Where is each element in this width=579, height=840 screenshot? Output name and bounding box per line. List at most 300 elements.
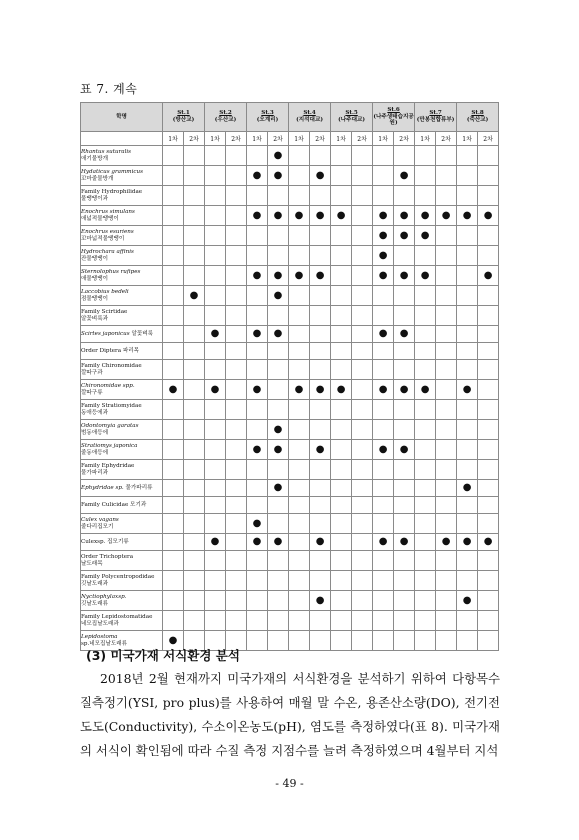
empty-cell xyxy=(373,497,394,514)
empty-cell xyxy=(310,186,331,206)
table-row xyxy=(81,246,499,266)
station-header-4 xyxy=(289,103,331,132)
presence-mark: ● xyxy=(247,440,268,460)
table-row xyxy=(81,146,499,166)
taxon-group-name: Family Polycentropodidae xyxy=(81,574,155,580)
scientific-name: Nyctiophylaxsp. xyxy=(81,594,127,600)
empty-cell xyxy=(268,631,289,651)
presence-mark: ● xyxy=(310,591,331,611)
korean-name: 깔따구류 xyxy=(81,389,103,396)
table-row xyxy=(81,514,499,534)
empty-cell xyxy=(457,186,478,206)
empty-cell xyxy=(163,343,184,360)
empty-cell xyxy=(226,571,247,591)
empty-cell xyxy=(331,440,352,460)
table-row xyxy=(81,611,499,631)
presence-mark: ● xyxy=(268,534,289,551)
empty-cell xyxy=(331,571,352,591)
taxon-group-name: Family Stratiomyidae xyxy=(81,403,142,409)
empty-cell xyxy=(436,497,457,514)
empty-cell xyxy=(205,420,226,440)
empty-cell xyxy=(331,166,352,186)
presence-mark: ● xyxy=(205,534,226,551)
empty-cell xyxy=(163,497,184,514)
empty-cell xyxy=(415,497,436,514)
empty-cell xyxy=(394,571,415,591)
survey-label-7-2: 2차 xyxy=(436,132,457,146)
empty-cell xyxy=(163,551,184,571)
empty-cell xyxy=(247,460,268,480)
scientific-name: Lepidostoma xyxy=(81,634,118,640)
empty-cell xyxy=(163,186,184,206)
empty-cell xyxy=(289,611,310,631)
empty-cell xyxy=(415,534,436,551)
empty-cell xyxy=(184,571,205,591)
empty-cell xyxy=(394,514,415,534)
empty-cell xyxy=(226,326,247,343)
survey-label-3-2: 2차 xyxy=(268,132,289,146)
empty-cell xyxy=(268,551,289,571)
presence-mark: ● xyxy=(247,380,268,400)
empty-cell xyxy=(289,534,310,551)
empty-cell xyxy=(268,514,289,534)
empty-cell xyxy=(184,551,205,571)
taxon-group-name: Family Scirtidae xyxy=(81,309,128,315)
station-code: St.1 xyxy=(177,110,190,117)
empty-cell xyxy=(226,146,247,166)
empty-cell xyxy=(289,440,310,460)
empty-cell xyxy=(226,226,247,246)
empty-cell xyxy=(352,551,373,571)
empty-cell xyxy=(289,400,310,420)
table-row xyxy=(81,400,499,420)
empty-cell xyxy=(352,611,373,631)
table-row xyxy=(81,497,499,514)
empty-cell xyxy=(331,186,352,206)
empty-cell xyxy=(352,166,373,186)
empty-cell xyxy=(352,266,373,286)
empty-cell xyxy=(415,186,436,206)
presence-mark: ● xyxy=(268,440,289,460)
empty-cell xyxy=(478,480,499,497)
empty-cell xyxy=(373,343,394,360)
empty-cell xyxy=(226,266,247,286)
empty-cell xyxy=(415,146,436,166)
empty-cell xyxy=(247,360,268,380)
empty-cell xyxy=(478,631,499,651)
presence-mark: ● xyxy=(268,480,289,497)
presence-mark: ● xyxy=(436,534,457,551)
empty-cell xyxy=(352,286,373,306)
empty-cell xyxy=(373,146,394,166)
empty-cell xyxy=(331,286,352,306)
station-name: (방산교) xyxy=(172,117,195,123)
table-row xyxy=(81,206,499,226)
empty-cell xyxy=(436,226,457,246)
korean-name: 깃날도래과 xyxy=(81,580,109,587)
empty-cell xyxy=(205,246,226,266)
presence-mark: ● xyxy=(373,266,394,286)
empty-cell xyxy=(436,360,457,380)
empty-cell xyxy=(436,343,457,360)
empty-cell xyxy=(184,186,205,206)
empty-cell xyxy=(289,360,310,380)
presence-mark: ● xyxy=(268,266,289,286)
empty-cell xyxy=(415,420,436,440)
empty-cell xyxy=(184,360,205,380)
station-header-row xyxy=(81,103,499,132)
presence-mark: ● xyxy=(205,380,226,400)
scientific-name: Sternolophus rufipes xyxy=(81,269,141,275)
empty-cell xyxy=(478,591,499,611)
empty-cell xyxy=(331,226,352,246)
empty-cell xyxy=(289,226,310,246)
empty-cell xyxy=(226,420,247,440)
korean-name: 깔따구과 xyxy=(81,369,103,376)
presence-mark: ● xyxy=(247,166,268,186)
table-row xyxy=(81,306,499,326)
presence-mark: ● xyxy=(394,534,415,551)
empty-cell xyxy=(436,186,457,206)
presence-mark: ● xyxy=(478,206,499,226)
table-row xyxy=(81,266,499,286)
taxon-name-cell xyxy=(81,551,163,571)
presence-mark: ● xyxy=(457,534,478,551)
empty-cell xyxy=(310,460,331,480)
empty-cell xyxy=(352,206,373,226)
station-code: St.3 xyxy=(261,110,274,117)
korean-name: 애물땡땡이 xyxy=(81,275,109,282)
empty-cell xyxy=(436,460,457,480)
scientific-name: Enochrus simulans xyxy=(81,209,135,215)
empty-cell xyxy=(331,611,352,631)
presence-mark: ● xyxy=(184,286,205,306)
empty-cell xyxy=(457,497,478,514)
presence-mark: ● xyxy=(310,266,331,286)
presence-mark: ● xyxy=(394,326,415,343)
empty-cell xyxy=(352,360,373,380)
scientific-name: Hydaticus grammicus xyxy=(81,169,143,175)
empty-cell xyxy=(289,246,310,266)
empty-cell xyxy=(331,631,352,651)
empty-cell xyxy=(247,146,268,166)
empty-cell xyxy=(415,480,436,497)
taxon-name-cell xyxy=(81,400,163,420)
table-row xyxy=(81,166,499,186)
empty-cell xyxy=(436,380,457,400)
empty-cell xyxy=(205,460,226,480)
scientific-name: Hydrochara affinis xyxy=(81,249,134,255)
empty-cell xyxy=(331,551,352,571)
table-row xyxy=(81,380,499,400)
empty-cell xyxy=(268,343,289,360)
empty-cell xyxy=(163,400,184,420)
station-header-1 xyxy=(163,103,205,132)
presence-mark: ● xyxy=(268,286,289,306)
taxon-name-cell xyxy=(81,534,163,551)
empty-cell xyxy=(436,440,457,460)
empty-cell xyxy=(394,146,415,166)
taxon-name-cell xyxy=(81,611,163,631)
empty-cell xyxy=(457,460,478,480)
empty-cell xyxy=(457,246,478,266)
empty-cell xyxy=(205,206,226,226)
station-code: St.6 xyxy=(387,107,400,114)
empty-cell xyxy=(373,306,394,326)
table-row xyxy=(81,591,499,611)
taxon-name-cell xyxy=(81,266,163,286)
presence-mark: ● xyxy=(457,380,478,400)
empty-cell xyxy=(184,591,205,611)
empty-cell xyxy=(268,380,289,400)
station-name: (우산교) xyxy=(214,117,237,123)
empty-cell xyxy=(247,551,268,571)
empty-cell xyxy=(226,380,247,400)
empty-cell xyxy=(184,497,205,514)
station-name: (만봉천합류부) xyxy=(416,117,455,123)
korean-name: 줄동애등에 xyxy=(81,449,109,456)
taxon-name-cell xyxy=(81,326,163,343)
empty-cell xyxy=(226,514,247,534)
empty-cell xyxy=(184,534,205,551)
station-header-6 xyxy=(373,103,415,132)
empty-cell xyxy=(310,497,331,514)
presence-mark: ● xyxy=(268,206,289,226)
empty-cell xyxy=(415,514,436,534)
section-title: (3) 미국가재 서식환경 분석 xyxy=(86,648,240,663)
korean-name: 동애등에과 xyxy=(81,409,109,416)
empty-cell xyxy=(478,571,499,591)
body-paragraph: 2018년 2월 현재까지 미국가재의 서식환경을 분석하기 위하여 다항목수질측정기(YSI, pro plus)를 사용하여 매월 말 수온, 용존산소량(DO), 전기전도도(Conductivity), 수소이온농도(pH), 염도를 측정하였다(표 8). 미국가재의 서식이 확인됨에 따라 수질 측정 지점수를 늘려 측정하였으며 4월부터 지석 xyxy=(80,671,500,758)
empty-cell xyxy=(352,514,373,534)
taxon-name-cell xyxy=(81,460,163,480)
empty-cell xyxy=(415,440,436,460)
korean-name: 잔물땡땡이 xyxy=(81,255,109,262)
empty-cell xyxy=(436,551,457,571)
empty-cell xyxy=(478,420,499,440)
empty-cell xyxy=(289,343,310,360)
empty-cell xyxy=(310,611,331,631)
empty-cell xyxy=(478,246,499,266)
empty-cell xyxy=(373,480,394,497)
scientific-name: Culex vagans xyxy=(81,517,119,523)
empty-cell xyxy=(331,266,352,286)
empty-cell xyxy=(331,460,352,480)
taxon-group-name: Family Ephydridae xyxy=(81,463,135,469)
empty-cell xyxy=(163,480,184,497)
page-number: - 49 - xyxy=(275,777,304,790)
empty-cell xyxy=(247,246,268,266)
survey-label-3-1: 1차 xyxy=(247,132,268,146)
empty-cell xyxy=(289,591,310,611)
empty-cell xyxy=(436,266,457,286)
empty-cell xyxy=(184,166,205,186)
presence-mark: ● xyxy=(268,146,289,166)
station-header-3 xyxy=(247,103,289,132)
empty-cell xyxy=(415,551,436,571)
table-row xyxy=(81,460,499,480)
empty-cell xyxy=(394,460,415,480)
empty-cell xyxy=(436,286,457,306)
empty-cell xyxy=(457,166,478,186)
empty-cell xyxy=(415,286,436,306)
empty-cell xyxy=(394,631,415,651)
station-name: (나주대교) xyxy=(338,117,366,123)
taxon-name-cell xyxy=(81,420,163,440)
survey-subheader-row xyxy=(81,132,499,146)
korean-name: 네모집날도래과 xyxy=(81,620,119,627)
empty-cell xyxy=(373,611,394,631)
taxon-name-cell xyxy=(81,246,163,266)
empty-cell xyxy=(268,571,289,591)
empty-cell xyxy=(226,440,247,460)
korean-name: 알꽃벼룩 xyxy=(131,330,154,337)
empty-cell xyxy=(163,534,184,551)
empty-cell xyxy=(394,551,415,571)
empty-cell xyxy=(247,186,268,206)
empty-cell xyxy=(373,631,394,651)
taxon-name-cell xyxy=(81,306,163,326)
empty-cell xyxy=(310,480,331,497)
empty-cell xyxy=(289,514,310,534)
empty-cell xyxy=(457,266,478,286)
empty-cell xyxy=(184,246,205,266)
empty-cell xyxy=(184,611,205,631)
empty-cell xyxy=(226,306,247,326)
empty-cell xyxy=(331,514,352,534)
empty-cell xyxy=(457,631,478,651)
empty-cell xyxy=(163,166,184,186)
empty-cell xyxy=(289,286,310,306)
empty-cell xyxy=(184,343,205,360)
empty-cell xyxy=(289,146,310,166)
empty-cell xyxy=(310,514,331,534)
empty-cell xyxy=(247,611,268,631)
empty-cell xyxy=(268,226,289,246)
empty-cell xyxy=(163,226,184,246)
empty-cell xyxy=(352,497,373,514)
empty-cell xyxy=(310,306,331,326)
empty-cell xyxy=(226,186,247,206)
empty-cell xyxy=(310,226,331,246)
empty-cell xyxy=(436,146,457,166)
table-row xyxy=(81,286,499,306)
taxon-group-name: Family Culicidae xyxy=(81,501,129,508)
empty-cell xyxy=(310,631,331,651)
station-name: (죽산교) xyxy=(466,117,489,123)
scientific-name: Laccobius bedeli xyxy=(81,289,129,295)
empty-cell xyxy=(457,146,478,166)
korean-name: 깃날도래류 xyxy=(81,600,109,607)
species-column-header: 학명 xyxy=(81,103,163,132)
empty-cell xyxy=(163,460,184,480)
scientific-name: Enochrus esuriens xyxy=(81,229,134,235)
empty-cell xyxy=(310,343,331,360)
presence-mark: ● xyxy=(247,326,268,343)
station-name: (지석대교) xyxy=(296,117,324,123)
table-row xyxy=(81,226,499,246)
survey-label-5-1: 1차 xyxy=(331,132,352,146)
scientific-name: Rhantus suturalis xyxy=(81,149,132,155)
empty-cell xyxy=(352,326,373,343)
station-name: (나주생태습지공원) xyxy=(373,113,414,127)
presence-mark: ● xyxy=(331,380,352,400)
empty-cell xyxy=(289,551,310,571)
empty-cell xyxy=(247,480,268,497)
taxon-name-cell xyxy=(81,497,163,514)
empty-cell xyxy=(352,186,373,206)
presence-mark: ● xyxy=(310,534,331,551)
taxon-name-cell xyxy=(81,226,163,246)
empty-cell xyxy=(394,306,415,326)
korean-name: 모기과 xyxy=(130,501,147,508)
empty-cell xyxy=(289,497,310,514)
empty-cell xyxy=(247,631,268,651)
empty-cell xyxy=(373,460,394,480)
taxon-group-name: Family Chironomidae xyxy=(81,363,142,369)
taxon-name-cell xyxy=(81,186,163,206)
presence-mark: ● xyxy=(289,206,310,226)
empty-cell xyxy=(436,306,457,326)
empty-cell xyxy=(436,571,457,591)
empty-cell xyxy=(352,631,373,651)
empty-cell xyxy=(205,306,226,326)
presence-mark: ● xyxy=(331,206,352,226)
presence-mark: ● xyxy=(163,631,184,651)
empty-cell xyxy=(373,360,394,380)
empty-cell xyxy=(226,166,247,186)
empty-cell xyxy=(478,497,499,514)
empty-cell xyxy=(163,326,184,343)
empty-cell xyxy=(163,420,184,440)
presence-mark: ● xyxy=(457,206,478,226)
empty-cell xyxy=(247,420,268,440)
empty-cell xyxy=(331,420,352,440)
empty-cell xyxy=(352,226,373,246)
korean-name: 파리목 xyxy=(122,347,140,354)
empty-cell xyxy=(205,186,226,206)
empty-cell xyxy=(478,326,499,343)
empty-cell xyxy=(457,611,478,631)
empty-cell xyxy=(436,166,457,186)
empty-cell xyxy=(163,306,184,326)
empty-cell xyxy=(394,497,415,514)
empty-cell xyxy=(205,286,226,306)
table-row xyxy=(81,186,499,206)
empty-cell xyxy=(289,186,310,206)
empty-cell xyxy=(373,166,394,186)
empty-cell xyxy=(478,514,499,534)
empty-cell xyxy=(373,186,394,206)
empty-cell xyxy=(226,343,247,360)
empty-cell xyxy=(478,146,499,166)
presence-mark: ● xyxy=(478,534,499,551)
empty-cell xyxy=(478,440,499,460)
empty-cell xyxy=(457,400,478,420)
empty-cell xyxy=(163,206,184,226)
empty-cell xyxy=(457,360,478,380)
presence-mark: ● xyxy=(394,226,415,246)
empty-cell xyxy=(457,420,478,440)
empty-cell xyxy=(310,246,331,266)
empty-cell xyxy=(163,266,184,286)
presence-mark: ● xyxy=(394,440,415,460)
empty-cell xyxy=(373,591,394,611)
empty-cell xyxy=(457,326,478,343)
empty-cell xyxy=(184,440,205,460)
taxon-name-cell xyxy=(81,440,163,460)
empty-cell xyxy=(268,360,289,380)
